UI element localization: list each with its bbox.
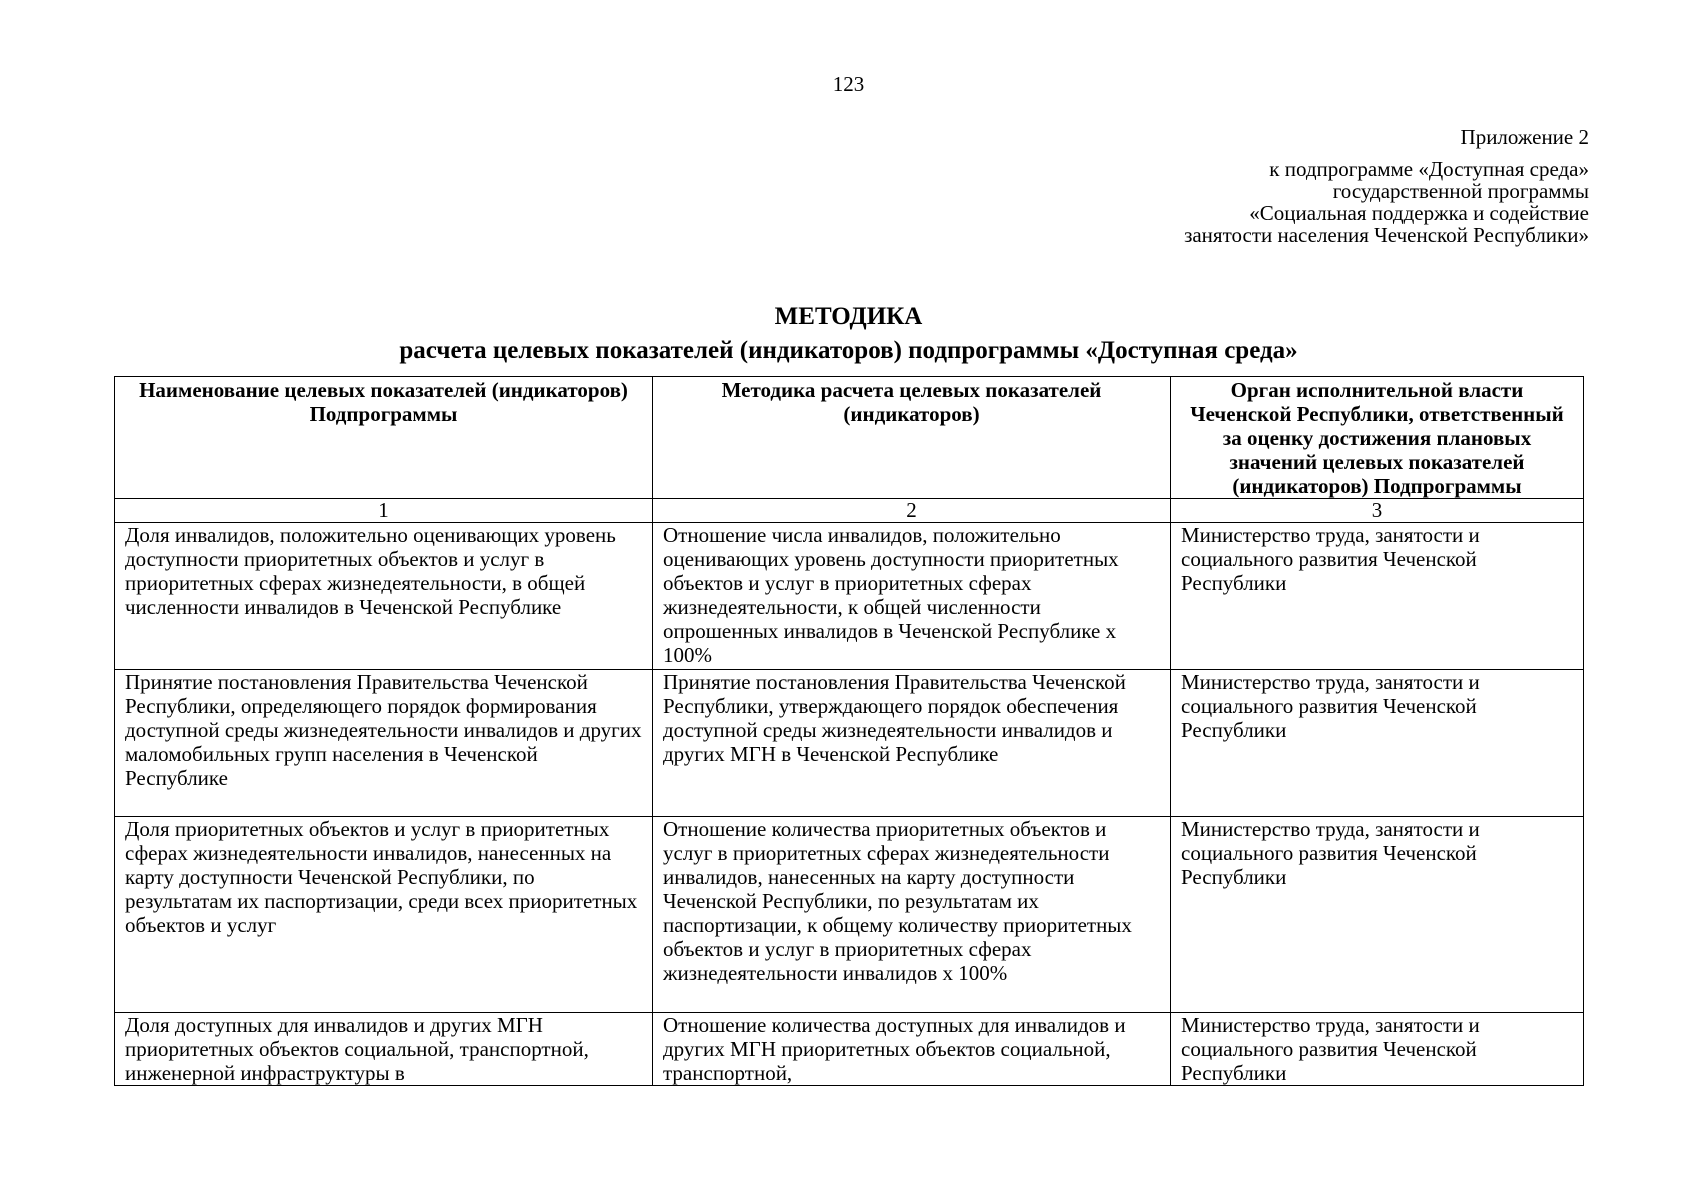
- cell-calculation-method: Отношение количества приоритетных объектов и услуг в приоритетных сферах жизнедеятельности инвалидов, нанесенных на карту доступности Чеченской Республики, по результатам их паспортизации, к общему количеству приоритетных объектов и услуг в приоритетных сферах жизнедеятельности инвалидов х 100%: [653, 817, 1171, 1013]
- appendix-block: [949, 126, 1589, 246]
- cell-responsible-authority: Министерство труда, занятости и социального развития Чеченской Республики: [1171, 1013, 1584, 1086]
- column-number: 3: [1171, 499, 1584, 523]
- table-header-row: [115, 377, 1584, 499]
- column-number: 2: [653, 499, 1171, 523]
- cell-indicator-name: Доля доступных для инвалидов и других МГН приоритетных объектов социальной, транспортной, инженерной инфраструктуры в: [115, 1013, 653, 1086]
- document-title: [0, 300, 1697, 368]
- column-number-row: [115, 499, 1584, 523]
- table-row: [115, 817, 1584, 1013]
- cell-calculation-method: Принятие постановления Правительства Чеченской Республики, утверждающего порядок обеспечения доступной среды жизнедеятельности инвалидов и других МГН в Чеченской Республике: [653, 670, 1171, 817]
- header-indicator-name: Наименование целевых показателей (индикаторов) Подпрограммы: [115, 377, 653, 499]
- cell-calculation-method: Отношение количества доступных для инвалидов и других МГН приоритетных объектов социальной, транспортной,: [653, 1013, 1171, 1086]
- table-row: [115, 670, 1584, 817]
- header-responsible-authority: Орган исполнительной власти Чеченской Республики, ответственный за оценку достижения плановых значений целевых показателей (индикаторов) Подпрограммы: [1171, 377, 1584, 499]
- methodology-table: [114, 376, 1584, 1086]
- title-main: МЕТОДИКА: [774, 303, 923, 330]
- cell-calculation-method: Отношение числа инвалидов, положительно оценивающих уровень доступности приоритетных объектов и услуг в приоритетных сферах жизнедеятельности, к общей численности опрошенных инвалидов в Чеченской Республике х 100%: [653, 523, 1171, 670]
- cell-indicator-name: Принятие постановления Правительства Чеченской Республики, определяющего порядок формирования доступной среды жизнедеятельности инвалидов и других маломобильных групп населения в Чеченской Республике: [115, 670, 653, 817]
- column-number: 1: [115, 499, 653, 523]
- cell-responsible-authority: Министерство труда, занятости и социального развития Чеченской Республики: [1171, 817, 1584, 1013]
- title-subtitle: расчета целевых показателей (индикаторов) подпрограммы «Доступная среда»: [399, 337, 1298, 364]
- page-number: 123: [832, 72, 865, 96]
- appendix-line: государственной программы: [1332, 179, 1589, 203]
- header-calculation-method: Методика расчета целевых показателей (индикаторов): [653, 377, 1171, 499]
- appendix-line: занятости населения Чеченской Республики»: [1184, 223, 1589, 247]
- cell-responsible-authority: Министерство труда, занятости и социального развития Чеченской Республики: [1171, 670, 1584, 817]
- appendix-line: к подпрограмме «Доступная среда»: [1269, 157, 1589, 181]
- cell-indicator-name: Доля приоритетных объектов и услуг в приоритетных сферах жизнедеятельности инвалидов, нанесенных на карту доступности Чеченской Республики, по результатам их паспортизации, среди всех приоритетных объектов и услуг: [115, 817, 653, 1013]
- cell-indicator-name: Доля инвалидов, положительно оценивающих уровень доступности приоритетных объектов и услуг в приоритетных сферах жизнедеятельности, в общей численности инвалидов в Чеченской Республике: [115, 523, 653, 670]
- table-row: [115, 523, 1584, 670]
- appendix-heading: Приложение 2: [1460, 125, 1589, 149]
- cell-responsible-authority: Министерство труда, занятости и социального развития Чеченской Республики: [1171, 523, 1584, 670]
- appendix-line: «Социальная поддержка и содействие: [1249, 201, 1589, 225]
- table-row: [115, 1013, 1584, 1086]
